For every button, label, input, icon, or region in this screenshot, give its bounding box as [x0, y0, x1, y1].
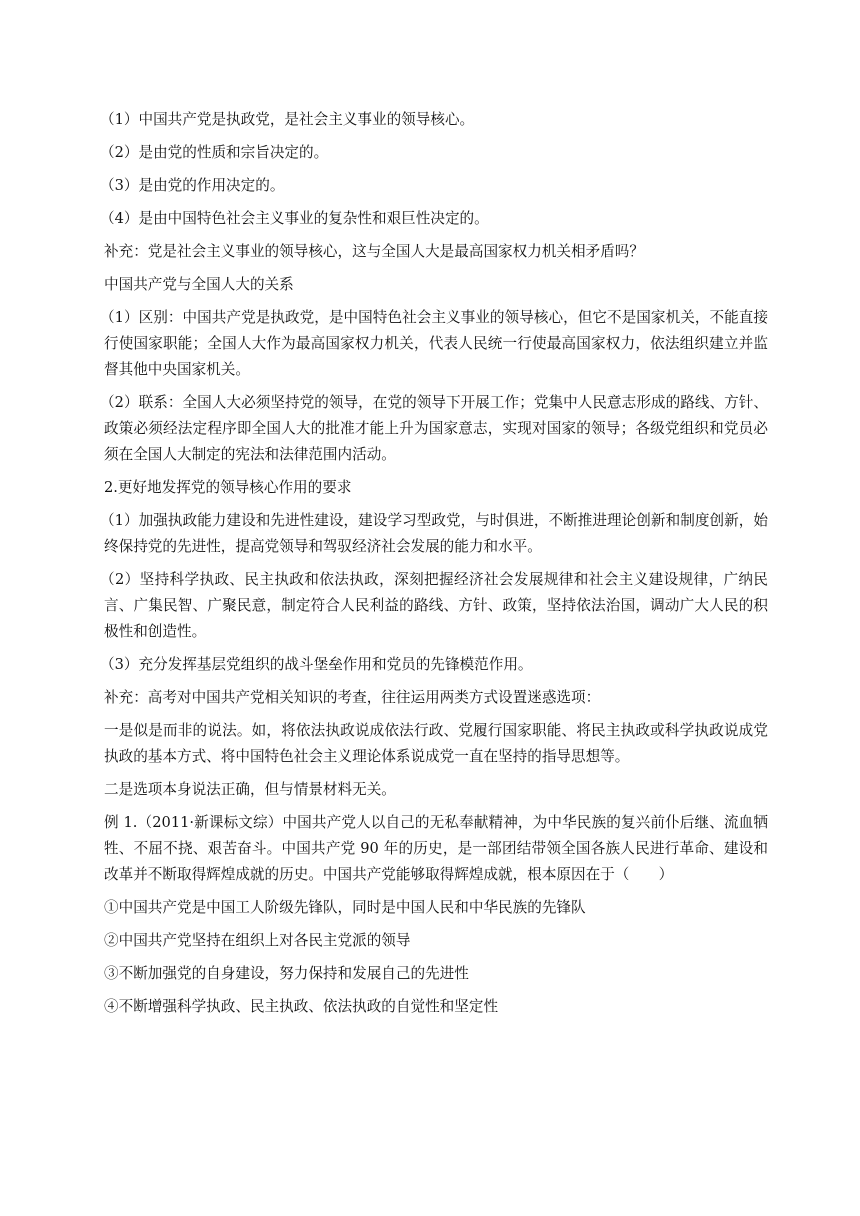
paragraph-2: （2）是由党的性质和宗旨决定的。 — [100, 144, 329, 161]
paragraph-7: （1）区别：中国共产党是执政党，是中国特色社会主义事业的领导核心，但它不是国家机关，不能直接行使国家职能；全国人大作为最高国家权力机关，代表人民统一行使最高国家权力，依法组织建立并监督其他中央国家机关。 — [100, 309, 768, 378]
paragraph-1: （1）中国共产党是执政党，是社会主义事业的领导核心。 — [100, 111, 475, 128]
option-4: ④不断增强科学执政、民主执政、依法执政的自觉性和坚定性 — [104, 998, 499, 1015]
paragraph-12: （3）充分发挥基层党组织的战斗堡垒作用和党员的先锋模范作用。 — [100, 656, 533, 673]
paragraph-8: （2）联系：全国人大必须坚持党的领导，在党的领导下开展工作；党集中人民意志形成的路线、方针、政策必须经法定程序即全国人大的批准才能上升为国家意志，实现对国家的领导；各级党组织和党员必须在全国人大制定的宪法和法律范围内活动。 — [100, 394, 768, 463]
paragraph-13: 补充：高考对中国共产党相关知识的考查，往往运用两类方式设置迷惑选项： — [104, 689, 601, 706]
paragraph-3: （3）是由党的作用决定的。 — [100, 177, 285, 194]
paragraph-15: 二是选项本身说法正确，但与情景材料无关。 — [104, 781, 396, 798]
option-3: ③不断加强党的自身建设，努力保持和发展自己的先进性 — [104, 965, 469, 982]
paragraph-9: 2.更好地发挥党的领导核心作用的要求 — [104, 479, 352, 496]
document-body — [100, 107, 768, 1027]
option-2: ②中国共产党坚持在组织上对各民主党派的领导 — [104, 932, 411, 949]
paragraph-16: 例 1.（2011·新课标文综）中国共产党人以自己的无私奉献精神，为中华民族的复兴前仆后继、流血牺牲、不屈不挠、艰苦奋斗。中国共产党 90 年的历史，是一部团结带领全国各族人民进行革命、建设和改革并不断取得辉煌成就的历史。中国共产党能够取得辉煌成就，根本原因在于（ ） — [104, 814, 768, 883]
paragraph-10: （1）加强执政能力建设和先进性建设，建设学习型政党，与时俱进，不断推进理论创新和制度创新，始终保持党的先进性，提高党领导和驾驭经济社会发展的能力和水平。 — [100, 512, 768, 555]
paragraph-5: 补充：党是社会主义事业的领导核心，这与全国人大是最高国家权力机关相矛盾吗？ — [104, 243, 644, 260]
option-1: ①中国共产党是中国工人阶级先锋队，同时是中国人民和中华民族的先锋队 — [104, 899, 586, 916]
paragraph-14: 一是似是而非的说法。如，将依法执政说成依法行政、党履行国家职能、将民主执政或科学执政说成党执政的基本方式、将中国特色社会主义理论体系说成党一直在坚持的指导思想等。 — [104, 722, 768, 765]
paragraph-11: （2）坚持科学执政、民主执政和依法执政，深刻把握经济社会发展规律和社会主义建设规律，广纳民言、广集民智、广聚民意，制定符合人民利益的路线、方针、政策，坚持依法治国，调动广大人民的积极性和创造性。 — [100, 571, 768, 640]
paragraph-6: 中国共产党与全国人大的关系 — [104, 276, 294, 293]
paragraph-4: （4）是由中国特色社会主义事业的复杂性和艰巨性决定的。 — [100, 210, 489, 227]
